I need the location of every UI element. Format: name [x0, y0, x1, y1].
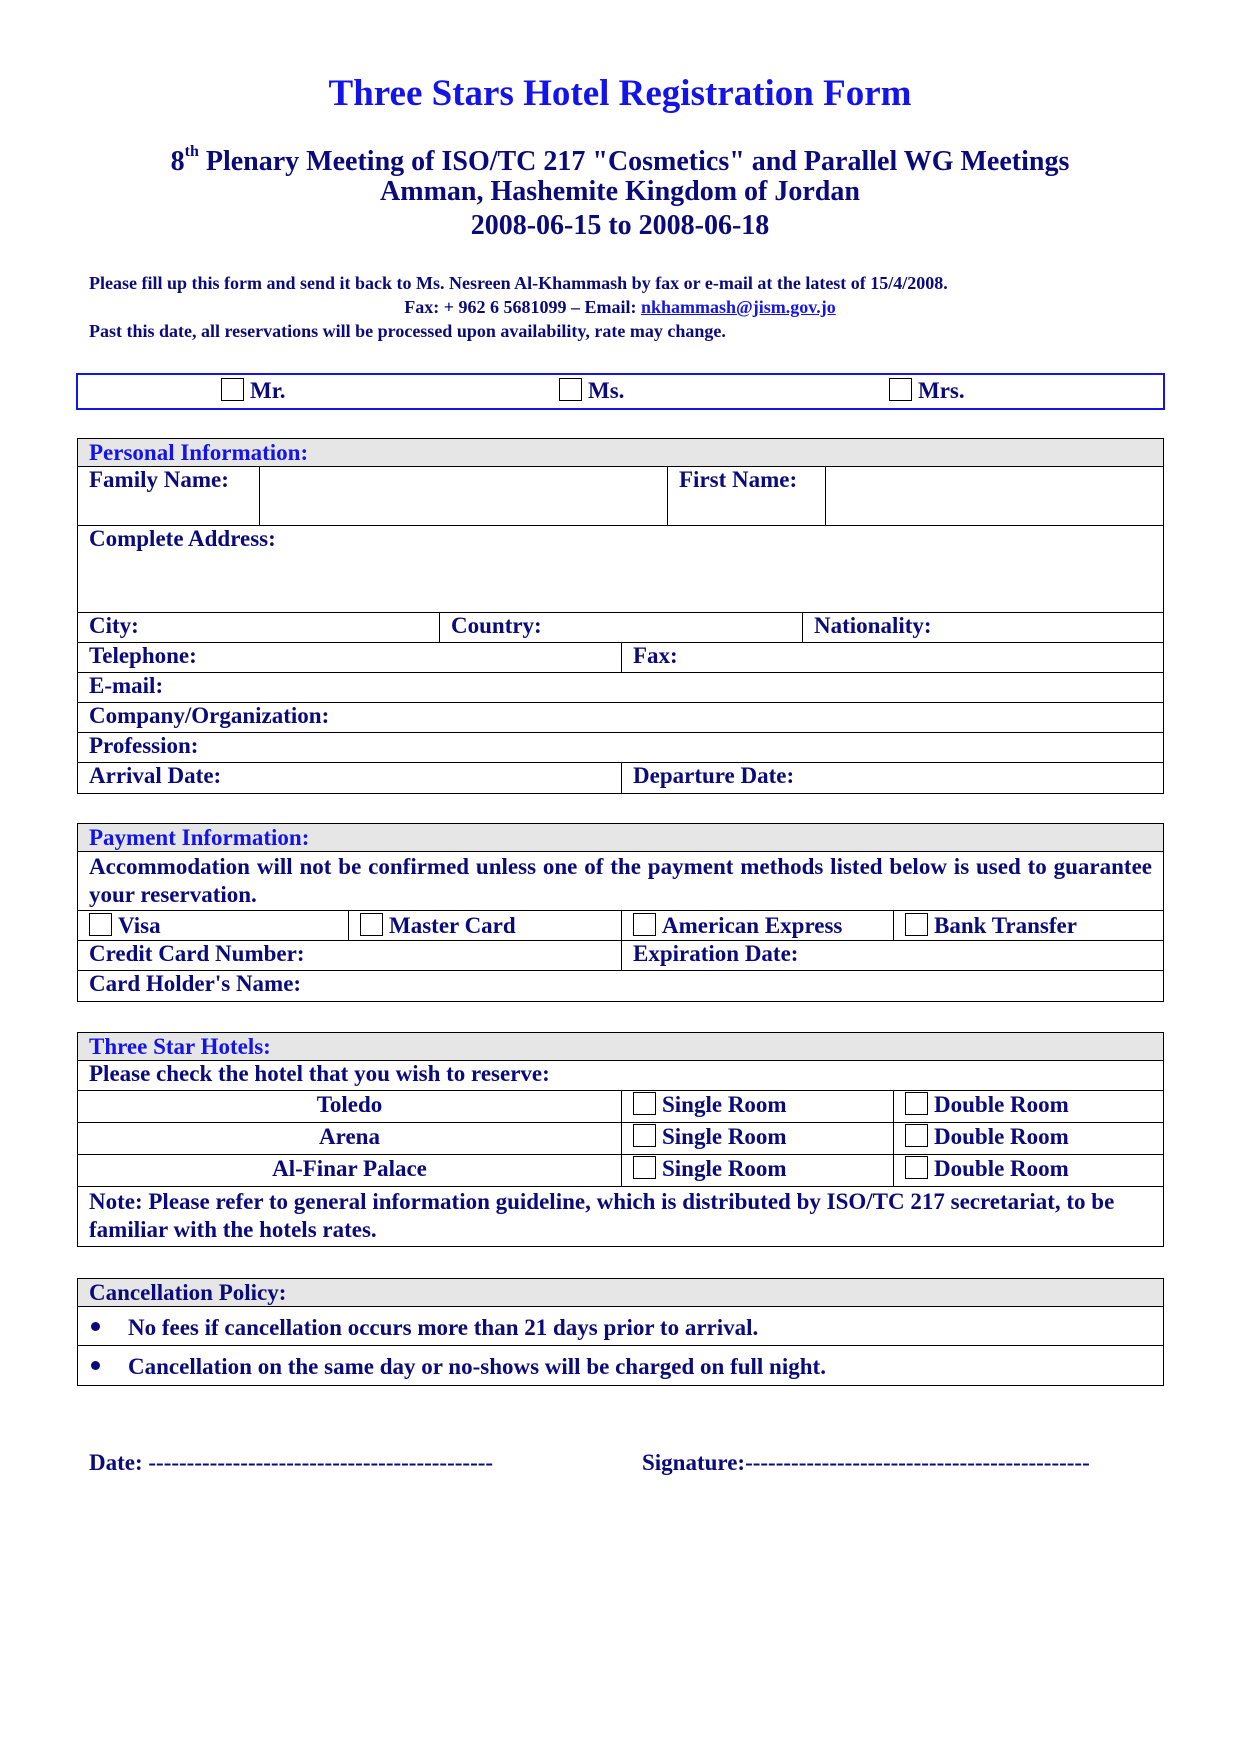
toledo-single-label: Single Room — [662, 1092, 787, 1117]
first-name-field[interactable] — [826, 467, 1163, 525]
salutation-ms[interactable] — [559, 378, 624, 404]
american-express-label: American Express — [662, 913, 843, 938]
salutation-mr[interactable] — [221, 378, 286, 404]
al-finar-single-room[interactable] — [622, 1155, 893, 1186]
salutation-ms-label: Ms. — [588, 378, 625, 403]
hotel-row-arena — [78, 1123, 1163, 1155]
checkbox-mr[interactable] — [221, 378, 244, 401]
hotels-section — [77, 1032, 1164, 1247]
arena-double-label: Double Room — [934, 1124, 1069, 1149]
cancellation-item-1 — [78, 1307, 1163, 1346]
bullet-icon — [91, 1361, 100, 1370]
address-row[interactable] — [78, 526, 1163, 613]
checkbox-visa[interactable] — [89, 913, 112, 936]
meeting-title-rest: Plenary Meeting of ISO/TC 217 "Cosmetics" and Parallel WG Meetings — [198, 146, 1070, 177]
checkbox-arena-double[interactable] — [905, 1124, 928, 1147]
email-link[interactable]: nkhammash@jism.gov.jo — [640, 297, 836, 317]
checkbox-bank-transfer[interactable] — [905, 913, 928, 936]
card-row — [78, 941, 1163, 971]
signature-line[interactable]: Signature:--------------------------------------------- — [642, 1450, 1090, 1475]
toledo-double-label: Double Room — [934, 1092, 1069, 1117]
checkbox-al-finar-single[interactable] — [633, 1156, 656, 1179]
city-field[interactable]: City: — [89, 613, 139, 638]
expiration-date-field[interactable]: Expiration Date: — [633, 941, 799, 966]
name-row — [78, 467, 1163, 526]
checkbox-al-finar-double[interactable] — [905, 1156, 928, 1179]
bank-transfer-label: Bank Transfer — [934, 913, 1077, 938]
card-holder-name-field[interactable]: Card Holder's Name: — [89, 971, 302, 996]
hotel-name-toledo: Toledo — [316, 1092, 383, 1117]
al-finar-single-label: Single Room — [662, 1156, 787, 1181]
email-field[interactable]: E-mail: — [89, 673, 164, 698]
cancellation-item-1-text: No fees if cancellation occurs more than 21 days prior to arrival. — [128, 1315, 759, 1340]
fax-field[interactable]: Fax: — [633, 643, 678, 668]
city-country-row — [78, 613, 1163, 643]
toledo-single-room[interactable] — [622, 1091, 893, 1122]
hotels-prompt-row — [78, 1061, 1163, 1091]
checkbox-ms[interactable] — [559, 378, 582, 401]
nationality-field[interactable]: Nationality: — [814, 613, 932, 638]
hotels-heading: Three Star Hotels: — [78, 1033, 1163, 1061]
cancellation-section — [77, 1278, 1164, 1386]
profession-field[interactable]: Profession: — [89, 733, 199, 758]
family-name-label: Family Name: — [89, 467, 229, 492]
toledo-double-room[interactable] — [894, 1091, 1163, 1122]
hotels-note-row — [78, 1187, 1163, 1246]
company-field[interactable]: Company/Organization: — [89, 703, 330, 728]
instructions-line-1: Please fill up this form and send it back to Ms. Nesreen Al-Khammash by fax or e-mail at the latest of 15/4/2008. — [89, 273, 948, 293]
payment-visa[interactable] — [78, 911, 348, 940]
departure-date-field[interactable]: Departure Date: — [633, 763, 795, 788]
card-holder-row — [78, 971, 1163, 1001]
payment-american-express[interactable] — [622, 911, 893, 940]
arena-double-room[interactable] — [894, 1123, 1163, 1154]
hotel-name-al-finar-palace: Al-Finar Palace — [272, 1156, 427, 1181]
payment-information-section — [77, 823, 1164, 1002]
cancellation-heading: Cancellation Policy: — [78, 1279, 1163, 1307]
family-name-field[interactable] — [260, 467, 668, 525]
personal-information-heading: Personal Information: — [78, 439, 1163, 467]
arena-single-label: Single Room — [662, 1124, 787, 1149]
personal-information-section — [77, 438, 1164, 794]
meeting-title — [0, 143, 1240, 178]
profession-row — [78, 733, 1163, 763]
date-line[interactable]: Date: --------------------------------------------- — [89, 1450, 494, 1475]
hotel-row-toledo — [78, 1091, 1163, 1123]
checkbox-mrs[interactable] — [889, 378, 912, 401]
fax-and-email-label: Fax: + 962 6 5681099 – Email: — [404, 297, 641, 317]
page-title: Three Stars Hotel Registration Form — [328, 73, 912, 114]
visa-label: Visa — [118, 913, 161, 938]
meeting-ordinal-suffix: th — [184, 143, 199, 160]
credit-card-number-field[interactable]: Credit Card Number: — [89, 941, 305, 966]
meeting-ordinal: 8 — [170, 146, 185, 177]
telephone-field[interactable]: Telephone: — [89, 643, 197, 668]
salutation-mr-label: Mr. — [250, 378, 286, 403]
hotel-row-al-finar-palace — [78, 1155, 1163, 1187]
meeting-location: Amman, Hashemite Kingdom of Jordan — [380, 176, 860, 207]
checkbox-master-card[interactable] — [360, 913, 383, 936]
country-field[interactable]: Country: — [451, 613, 542, 638]
email-row — [78, 673, 1163, 703]
cancellation-item-2-text: Cancellation on the same day or no-shows will be charged on full night. — [128, 1354, 826, 1379]
company-row — [78, 703, 1163, 733]
payment-information-heading: Payment Information: — [78, 824, 1163, 852]
checkbox-toledo-single[interactable] — [633, 1092, 656, 1115]
salutation-box — [76, 373, 1165, 410]
telephone-fax-row — [78, 643, 1163, 673]
payment-methods-row — [78, 911, 1163, 941]
al-finar-double-label: Double Room — [934, 1156, 1069, 1181]
payment-bank-transfer[interactable] — [894, 911, 1163, 940]
complete-address-label: Complete Address: — [89, 526, 276, 551]
salutation-mrs-label: Mrs. — [918, 378, 965, 403]
dates-row — [78, 763, 1163, 793]
checkbox-toledo-double[interactable] — [905, 1092, 928, 1115]
checkbox-american-express[interactable] — [633, 913, 656, 936]
arena-single-room[interactable] — [622, 1123, 893, 1154]
instructions-line-3: Past this date, all reservations will be processed upon availability, rate may change. — [89, 321, 726, 341]
first-name-label: First Name: — [679, 467, 798, 492]
bullet-icon — [91, 1322, 100, 1331]
payment-note-row — [78, 852, 1163, 911]
hotels-prompt: Please check the hotel that you wish to reserve: — [89, 1061, 550, 1086]
payment-note: Accommodation will not be confirmed unless one of the payment methods listed below is used to guarantee your reservation. — [89, 854, 1152, 907]
meeting-dates: 2008-06-15 to 2008-06-18 — [470, 210, 770, 241]
master-card-label: Master Card — [389, 913, 516, 938]
cancellation-item-2 — [78, 1346, 1163, 1385]
al-finar-double-room[interactable] — [894, 1155, 1163, 1186]
hotel-name-arena: Arena — [319, 1124, 380, 1149]
checkbox-arena-single[interactable] — [633, 1124, 656, 1147]
payment-master-card[interactable] — [349, 911, 621, 940]
salutation-mrs[interactable] — [889, 378, 965, 404]
hotels-note: Note: Please refer to general information guideline, which is distributed by ISO/TC 217 secretariat, to be familiar with the hotels rates. — [89, 1189, 1115, 1242]
instructions-contact — [0, 297, 1240, 318]
arrival-date-field[interactable]: Arrival Date: — [89, 763, 222, 788]
